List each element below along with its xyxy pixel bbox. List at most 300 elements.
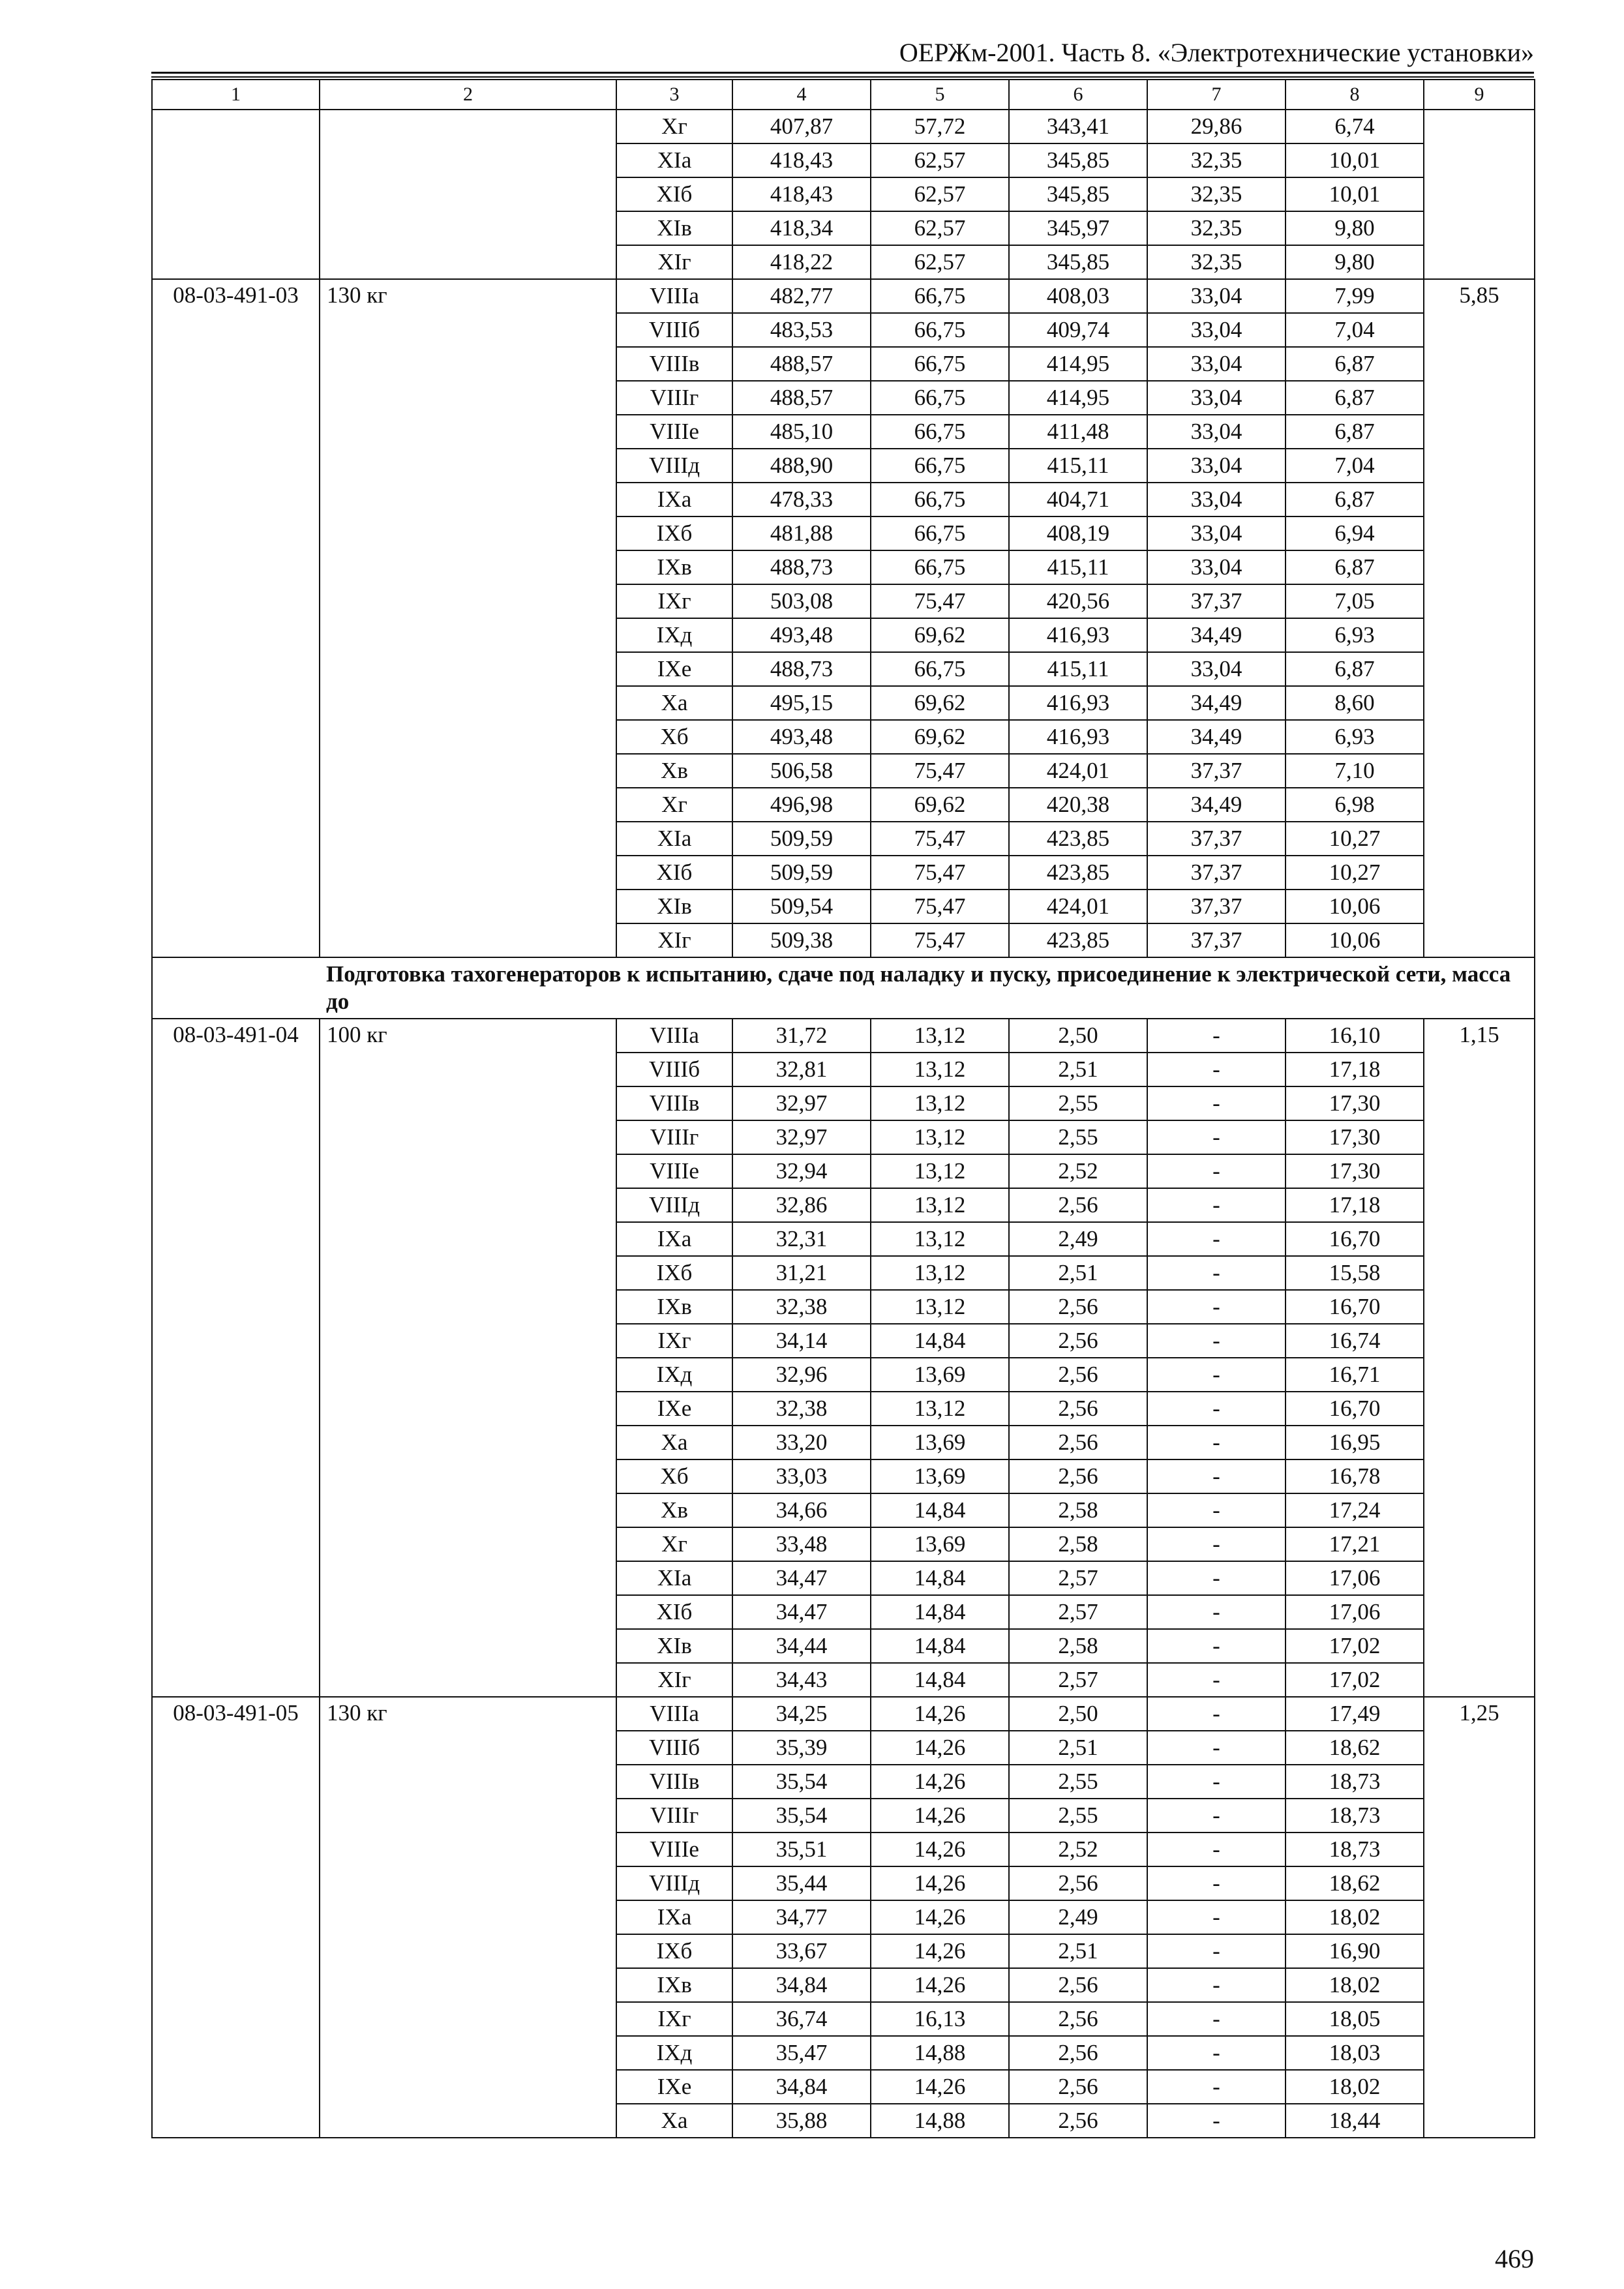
wage-cell: 14,88 [871,2104,1009,2138]
table-row [152,110,1535,143]
machine-cell: 2,57 [1009,1663,1147,1697]
zone-cell: IXе [616,652,732,686]
rate-code: 08-03-491-03 [152,279,320,957]
wage-cell: 14,84 [871,1629,1009,1663]
direct-cost-cell: 495,15 [732,686,871,720]
material-cell: 18,02 [1286,2070,1424,2104]
material-cell: 7,04 [1286,313,1424,347]
zone-cell: Xа [616,686,732,720]
wage-cell: 13,12 [871,1290,1009,1324]
zone-cell: XIг [616,923,732,957]
material-cell: 6,87 [1286,550,1424,584]
material-cell: 6,94 [1286,516,1424,550]
material-cell: 10,01 [1286,143,1424,177]
machinist-wage-cell: - [1147,1629,1286,1663]
machinist-wage-cell: - [1147,1019,1286,1053]
wage-cell: 13,69 [871,1527,1009,1561]
machinist-wage-cell: - [1147,1527,1286,1561]
machine-cell: 404,71 [1009,483,1147,516]
machinist-wage-cell: - [1147,2070,1286,2104]
zone-cell: XIа [616,822,732,856]
wage-cell: 69,62 [871,686,1009,720]
machinist-wage-cell: 34,49 [1147,618,1286,652]
material-cell: 6,87 [1286,483,1424,516]
machinist-wage-cell: - [1147,1290,1286,1324]
machinist-wage-cell: 32,35 [1147,245,1286,279]
wage-cell: 16,13 [871,2002,1009,2036]
machine-cell: 415,11 [1009,449,1147,483]
wage-cell: 75,47 [871,856,1009,890]
wage-cell: 75,47 [871,923,1009,957]
machine-cell: 2,56 [1009,1188,1147,1222]
price-table-body [152,80,1535,2138]
machine-cell: 414,95 [1009,381,1147,415]
zone-cell: VIIIб [616,313,732,347]
direct-cost-cell: 34,14 [732,1324,871,1358]
direct-cost-cell: 488,73 [732,550,871,584]
machine-cell: 2,49 [1009,1900,1147,1934]
machine-cell: 2,56 [1009,1358,1147,1392]
zone-cell: Xв [616,1493,732,1527]
mass-label [320,110,616,279]
direct-cost-cell: 34,84 [732,2070,871,2104]
zone-cell: IXд [616,618,732,652]
machine-cell: 2,56 [1009,2070,1147,2104]
coefficient-cell: 1,15 [1424,1019,1535,1697]
column-number: 7 [1147,80,1286,110]
wage-cell: 14,26 [871,1765,1009,1799]
machine-cell: 420,56 [1009,584,1147,618]
direct-cost-cell: 35,44 [732,1866,871,1900]
material-cell: 16,95 [1286,1426,1424,1459]
zone-cell: IXв [616,1968,732,2002]
direct-cost-cell: 34,25 [732,1697,871,1731]
machinist-wage-cell: - [1147,2036,1286,2070]
rate-code [152,110,320,279]
wage-cell: 75,47 [871,890,1009,923]
machine-cell: 415,11 [1009,550,1147,584]
machine-cell: 2,52 [1009,1154,1147,1188]
zone-cell: Xг [616,1527,732,1561]
wage-cell: 66,75 [871,516,1009,550]
machinist-wage-cell: 37,37 [1147,923,1286,957]
material-cell: 6,93 [1286,720,1424,754]
machine-cell: 2,56 [1009,1392,1147,1426]
direct-cost-cell: 407,87 [732,110,871,143]
material-cell: 16,78 [1286,1459,1424,1493]
wage-cell: 66,75 [871,483,1009,516]
machine-cell: 2,51 [1009,1731,1147,1765]
machinist-wage-cell: - [1147,1493,1286,1527]
machine-cell: 409,74 [1009,313,1147,347]
machinist-wage-cell: - [1147,1086,1286,1120]
direct-cost-cell: 32,96 [732,1358,871,1392]
wage-cell: 66,75 [871,313,1009,347]
machinist-wage-cell: 32,35 [1147,177,1286,211]
wage-cell: 66,75 [871,279,1009,313]
machinist-wage-cell: - [1147,1799,1286,1833]
zone-cell: XIа [616,1561,732,1595]
direct-cost-cell: 35,51 [732,1833,871,1866]
wage-cell: 14,26 [871,1900,1009,1934]
zone-cell: Xг [616,110,732,143]
zone-cell: IXб [616,1256,732,1290]
wage-cell: 66,75 [871,415,1009,449]
machinist-wage-cell: - [1147,1866,1286,1900]
direct-cost-cell: 34,84 [732,1968,871,2002]
material-cell: 6,87 [1286,347,1424,381]
machinist-wage-cell: 32,35 [1147,211,1286,245]
direct-cost-cell: 418,34 [732,211,871,245]
wage-cell: 13,12 [871,1154,1009,1188]
machine-cell: 2,56 [1009,2104,1147,2138]
direct-cost-cell: 488,57 [732,381,871,415]
machine-cell: 2,56 [1009,1459,1147,1493]
zone-cell: VIIIг [616,1799,732,1833]
machinist-wage-cell: - [1147,1154,1286,1188]
direct-cost-cell: 509,54 [732,890,871,923]
machine-cell: 416,93 [1009,720,1147,754]
direct-cost-cell: 35,47 [732,2036,871,2070]
machine-cell: 2,55 [1009,1120,1147,1154]
zone-cell: XIа [616,143,732,177]
material-cell: 18,62 [1286,1731,1424,1765]
machinist-wage-cell: 33,04 [1147,313,1286,347]
machine-cell: 2,57 [1009,1561,1147,1595]
mass-label: 130 кг [320,1697,616,2138]
machine-cell: 345,97 [1009,211,1147,245]
machine-cell: 2,56 [1009,2002,1147,2036]
wage-cell: 13,12 [871,1053,1009,1086]
zone-cell: IXв [616,1290,732,1324]
wage-cell: 14,26 [871,1697,1009,1731]
machine-cell: 2,58 [1009,1493,1147,1527]
direct-cost-cell: 493,48 [732,720,871,754]
zone-cell: Xб [616,720,732,754]
coefficient-cell: 5,85 [1424,279,1535,957]
direct-cost-cell: 483,53 [732,313,871,347]
material-cell: 16,10 [1286,1019,1424,1053]
material-cell: 6,74 [1286,110,1424,143]
wage-cell: 14,26 [871,1866,1009,1900]
machine-cell: 2,56 [1009,1290,1147,1324]
rate-code: 08-03-491-04 [152,1019,320,1697]
wage-cell: 14,26 [871,2070,1009,2104]
machinist-wage-cell: 34,49 [1147,720,1286,754]
machinist-wage-cell: 33,04 [1147,415,1286,449]
machine-cell: 420,38 [1009,788,1147,822]
mass-label: 130 кг [320,279,616,957]
zone-cell: IXг [616,2002,732,2036]
wage-cell: 13,69 [871,1358,1009,1392]
direct-cost-cell: 488,73 [732,652,871,686]
material-cell: 17,18 [1286,1188,1424,1222]
wage-cell: 66,75 [871,381,1009,415]
direct-cost-cell: 32,38 [732,1290,871,1324]
zone-cell: VIIIв [616,1765,732,1799]
zone-cell: XIв [616,1629,732,1663]
zone-cell: IXб [616,1934,732,1968]
rate-code: 08-03-491-05 [152,1697,320,2138]
machine-cell: 416,93 [1009,618,1147,652]
machinist-wage-cell: 29,86 [1147,110,1286,143]
direct-cost-cell: 418,43 [732,143,871,177]
wage-cell: 14,84 [871,1561,1009,1595]
material-cell: 8,60 [1286,686,1424,720]
machinist-wage-cell: - [1147,1426,1286,1459]
machinist-wage-cell: - [1147,1188,1286,1222]
material-cell: 18,73 [1286,1799,1424,1833]
direct-cost-cell: 509,38 [732,923,871,957]
material-cell: 16,70 [1286,1222,1424,1256]
machine-cell: 343,41 [1009,110,1147,143]
zone-cell: XIв [616,211,732,245]
zone-cell: Xб [616,1459,732,1493]
material-cell: 16,71 [1286,1358,1424,1392]
zone-cell: VIIIе [616,415,732,449]
wage-cell: 69,62 [871,788,1009,822]
machinist-wage-cell: - [1147,1731,1286,1765]
material-cell: 16,70 [1286,1290,1424,1324]
machinist-wage-cell: 37,37 [1147,856,1286,890]
zone-cell: VIIIг [616,1120,732,1154]
machinist-wage-cell: 34,49 [1147,686,1286,720]
machine-cell: 408,19 [1009,516,1147,550]
machine-cell: 2,56 [1009,1866,1147,1900]
material-cell: 6,87 [1286,652,1424,686]
direct-cost-cell: 418,22 [732,245,871,279]
zone-cell: IXа [616,1900,732,1934]
zone-cell: XIв [616,890,732,923]
wage-cell: 14,88 [871,2036,1009,2070]
machinist-wage-cell: - [1147,1934,1286,1968]
machinist-wage-cell: 33,04 [1147,279,1286,313]
material-cell: 7,10 [1286,754,1424,788]
direct-cost-cell: 33,20 [732,1426,871,1459]
machinist-wage-cell: 37,37 [1147,584,1286,618]
zone-cell: IXв [616,550,732,584]
column-number: 1 [152,80,320,110]
header-rule [151,72,1534,74]
direct-cost-cell: 34,44 [732,1629,871,1663]
material-cell: 18,73 [1286,1765,1424,1799]
machine-cell: 424,01 [1009,890,1147,923]
machinist-wage-cell: 33,04 [1147,381,1286,415]
machine-cell: 2,51 [1009,1053,1147,1086]
zone-cell: IXд [616,2036,732,2070]
machine-cell: 411,48 [1009,415,1147,449]
zone-cell: VIIIе [616,1154,732,1188]
machinist-wage-cell: - [1147,1222,1286,1256]
machinist-wage-cell: 33,04 [1147,550,1286,584]
machinist-wage-cell: 32,35 [1147,143,1286,177]
wage-cell: 66,75 [871,652,1009,686]
wage-cell: 75,47 [871,754,1009,788]
wage-cell: 69,62 [871,618,1009,652]
machine-cell: 345,85 [1009,245,1147,279]
direct-cost-cell: 35,54 [732,1765,871,1799]
zone-cell: IXд [616,1358,732,1392]
machinist-wage-cell: 33,04 [1147,483,1286,516]
machinist-wage-cell: - [1147,1968,1286,2002]
direct-cost-cell: 506,58 [732,754,871,788]
material-cell: 17,02 [1286,1629,1424,1663]
direct-cost-cell: 481,88 [732,516,871,550]
direct-cost-cell: 509,59 [732,856,871,890]
zone-cell: IXг [616,1324,732,1358]
direct-cost-cell: 485,10 [732,415,871,449]
material-cell: 18,73 [1286,1833,1424,1866]
machine-cell: 2,56 [1009,1324,1147,1358]
machine-cell: 2,55 [1009,1799,1147,1833]
material-cell: 6,87 [1286,415,1424,449]
material-cell: 6,87 [1286,381,1424,415]
zone-cell: XIб [616,856,732,890]
machine-cell: 2,49 [1009,1222,1147,1256]
wage-cell: 13,12 [871,1086,1009,1120]
machinist-wage-cell: - [1147,1833,1286,1866]
machine-cell: 423,85 [1009,856,1147,890]
wage-cell: 14,84 [871,1595,1009,1629]
machine-cell: 2,50 [1009,1019,1147,1053]
zone-cell: XIг [616,245,732,279]
direct-cost-cell: 32,31 [732,1222,871,1256]
direct-cost-cell: 32,94 [732,1154,871,1188]
direct-cost-cell: 33,67 [732,1934,871,1968]
direct-cost-cell: 31,72 [732,1019,871,1053]
machine-cell: 2,56 [1009,2036,1147,2070]
wage-cell: 62,57 [871,177,1009,211]
table-row [152,279,1535,313]
wage-cell: 75,47 [871,584,1009,618]
zone-cell: IXб [616,516,732,550]
zone-cell: XIб [616,1595,732,1629]
wage-cell: 69,62 [871,720,1009,754]
material-cell: 10,06 [1286,890,1424,923]
direct-cost-cell: 32,81 [732,1053,871,1086]
direct-cost-cell: 35,88 [732,2104,871,2138]
section-heading: Подготовка тахогенераторов к испытанию, сдаче под наладку и пуску, присоединение к электрической сети, масса до [320,957,1535,1019]
machine-cell: 424,01 [1009,754,1147,788]
column-number: 9 [1424,80,1535,110]
machinist-wage-cell: - [1147,1053,1286,1086]
machinist-wage-cell: - [1147,1561,1286,1595]
zone-cell: XIб [616,177,732,211]
material-cell: 7,04 [1286,449,1424,483]
direct-cost-cell: 32,97 [732,1120,871,1154]
running-header: ОЕРЖм-2001. Часть 8. «Электротехнические установки» [899,38,1534,67]
zone-cell: Xв [616,754,732,788]
direct-cost-cell: 36,74 [732,2002,871,2036]
material-cell: 10,27 [1286,856,1424,890]
material-cell: 17,06 [1286,1561,1424,1595]
table-row [152,1697,1535,1731]
zone-cell: Xа [616,2104,732,2138]
material-cell: 10,01 [1286,177,1424,211]
direct-cost-cell: 509,59 [732,822,871,856]
wage-cell: 62,57 [871,245,1009,279]
wage-cell: 13,69 [871,1459,1009,1493]
coefficient-cell: 1,25 [1424,1697,1535,2138]
wage-cell: 66,75 [871,449,1009,483]
zone-cell: Xг [616,788,732,822]
machinist-wage-cell: 37,37 [1147,754,1286,788]
machinist-wage-cell: 33,04 [1147,347,1286,381]
wage-cell: 13,12 [871,1392,1009,1426]
machinist-wage-cell: - [1147,1459,1286,1493]
section-row [152,957,1535,1019]
machine-cell: 416,93 [1009,686,1147,720]
wage-cell: 75,47 [871,822,1009,856]
machinist-wage-cell: - [1147,1663,1286,1697]
material-cell: 18,05 [1286,2002,1424,2036]
material-cell: 16,70 [1286,1392,1424,1426]
direct-cost-cell: 503,08 [732,584,871,618]
wage-cell: 57,72 [871,110,1009,143]
material-cell: 18,62 [1286,1866,1424,1900]
zone-cell: XIг [616,1663,732,1697]
column-number: 2 [320,80,616,110]
machinist-wage-cell: 34,49 [1147,788,1286,822]
zone-cell: VIIIг [616,381,732,415]
direct-cost-cell: 34,77 [732,1900,871,1934]
machinist-wage-cell: - [1147,1256,1286,1290]
material-cell: 18,02 [1286,1968,1424,2002]
material-cell: 9,80 [1286,245,1424,279]
material-cell: 17,30 [1286,1120,1424,1154]
column-number: 4 [732,80,871,110]
direct-cost-cell: 33,48 [732,1527,871,1561]
machinist-wage-cell: - [1147,1765,1286,1799]
material-cell: 17,02 [1286,1663,1424,1697]
direct-cost-cell: 488,57 [732,347,871,381]
table-row [152,1019,1535,1053]
material-cell: 10,27 [1286,822,1424,856]
direct-cost-cell: 34,47 [732,1595,871,1629]
direct-cost-cell: 482,77 [732,279,871,313]
wage-cell: 14,84 [871,1493,1009,1527]
zone-cell: VIIIа [616,1697,732,1731]
direct-cost-cell: 478,33 [732,483,871,516]
machine-cell: 423,85 [1009,923,1147,957]
wage-cell: 14,84 [871,1324,1009,1358]
zone-cell: IXе [616,1392,732,1426]
machinist-wage-cell: - [1147,1392,1286,1426]
page-number: 469 [1495,2244,1534,2273]
material-cell: 10,06 [1286,923,1424,957]
zone-cell: VIIIб [616,1053,732,1086]
zone-cell: IXе [616,2070,732,2104]
wage-cell: 13,12 [871,1188,1009,1222]
zone-cell: VIIIд [616,1866,732,1900]
direct-cost-cell: 35,39 [732,1731,871,1765]
machinist-wage-cell: - [1147,1324,1286,1358]
material-cell: 6,98 [1286,788,1424,822]
zone-cell: VIIIа [616,1019,732,1053]
direct-cost-cell: 34,43 [732,1663,871,1697]
material-cell: 7,99 [1286,279,1424,313]
zone-cell: VIIIв [616,347,732,381]
machine-cell: 2,58 [1009,1527,1147,1561]
direct-cost-cell: 418,43 [732,177,871,211]
machinist-wage-cell: - [1147,1595,1286,1629]
material-cell: 7,05 [1286,584,1424,618]
direct-cost-cell: 31,21 [732,1256,871,1290]
wage-cell: 13,12 [871,1222,1009,1256]
direct-cost-cell: 34,66 [732,1493,871,1527]
machinist-wage-cell: - [1147,1697,1286,1731]
price-table [151,79,1535,2138]
